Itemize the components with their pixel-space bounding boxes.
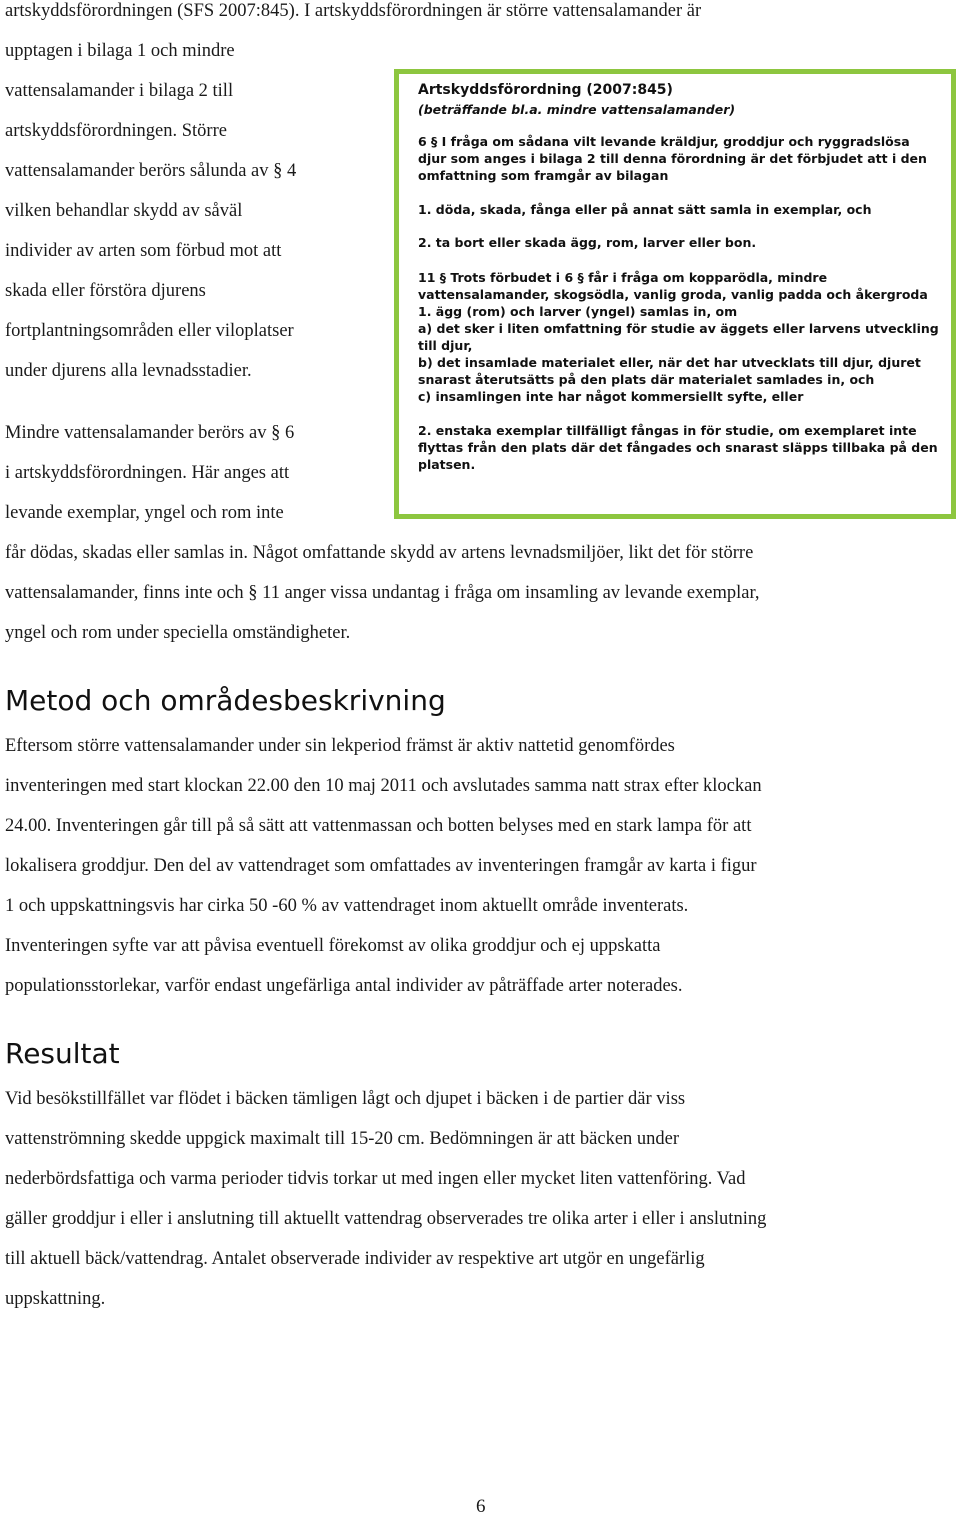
- body-line: Inventeringen syfte var att påvisa eventuell förekomst av olika groddjur och ej uppskatta: [5, 936, 661, 956]
- section-heading-resultat: Resultat: [5, 1037, 120, 1070]
- excerpt-line: b) det insamlade materialet eller, när det har utvecklats till djur, djuret: [418, 355, 921, 370]
- page-number: 6: [476, 1496, 486, 1517]
- excerpt-line: c) insamlingen inte har något kommersiellt syfte, eller: [418, 389, 804, 404]
- excerpt-line: flyttas från den plats där det fångades och snarast släpps tillbaka på den: [418, 440, 938, 455]
- excerpt-line: djur som anges i bilaga 2 till denna förordning är det förbjudet att i den: [418, 151, 927, 166]
- excerpt-line: omfattning som framgår av bilagan: [418, 168, 669, 183]
- body-line: artskyddsförordningen. Större: [5, 121, 227, 141]
- body-line: Vid besökstillfället var flödet i bäcken tämligen lågt och djupet i bäcken i de partier där viss: [5, 1089, 686, 1109]
- excerpt-line: platsen.: [418, 457, 476, 472]
- body-line: populationsstorlekar, varför endast ungefärliga antal individer av påträffade arter noterades.: [5, 976, 683, 996]
- body-line: vattensalamander, finns inte och § 11 anger vissa undantag i fråga om insamling av levande exemplar,: [5, 583, 760, 603]
- body-line: nederbördsfattiga och varma perioder tidvis torkar ut med ingen eller mycket liten vattenföring. Vad: [5, 1169, 746, 1189]
- body-line: i artskyddsförordningen. Här anges att: [5, 463, 290, 483]
- body-line: upptagen i bilaga 1 och mindre: [5, 41, 235, 61]
- body-line: vattensalamander i bilaga 2 till: [5, 81, 234, 101]
- body-line: fortplantningsområden eller viloplatser: [5, 321, 294, 341]
- body-line: uppskattning.: [5, 1289, 106, 1309]
- excerpt-line: a) det sker i liten omfattning för studie av äggets eller larvens utveckling: [418, 321, 939, 336]
- body-line: yngel och rom under speciella omständigheter.: [5, 623, 351, 643]
- body-line: inventeringen med start klockan 22.00 den 10 maj 2011 och avslutades samma natt strax efter klockan: [5, 776, 762, 796]
- ordinance-excerpt-figure: [394, 69, 956, 519]
- body-line: lokalisera groddjur. Den del av vattendraget som omfattades av inventeringen framgår av karta i figur: [5, 856, 757, 876]
- body-line: vattenströmning skedde uppgick maximalt till 15-20 cm. Bedömningen är att bäcken under: [5, 1129, 680, 1149]
- body-line: gäller groddjur i eller i anslutning till aktuellt vattendrag observerades tre olika arter i eller i anslutning: [5, 1209, 767, 1229]
- excerpt-line: 1. döda, skada, fånga eller på annat sätt samla in exemplar, och: [418, 202, 872, 217]
- body-line: vilken behandlar skydd av såväl: [5, 201, 243, 221]
- section-heading-metod: Metod och områdesbeskrivning: [5, 684, 446, 717]
- excerpt-line: vattensalamander, skogsödla, vanlig groda, vanlig padda och åkergroda: [418, 287, 928, 302]
- excerpt-line: 2. enstaka exemplar tillfälligt fångas in för studie, om exemplaret inte: [418, 423, 917, 438]
- body-line: individer av arten som förbud mot att: [5, 241, 282, 261]
- body-line: skada eller förstöra djurens: [5, 281, 206, 301]
- excerpt-line: snarast återutsätts på den plats där materialet samlades in, och: [418, 372, 875, 387]
- body-line: under djurens alla levnadsstadier.: [5, 361, 252, 381]
- body-line: får dödas, skadas eller samlas in. Något omfattande skydd av artens levnadsmiljöer, likt det för större: [5, 543, 754, 563]
- body-line: 24.00. Inventeringen går till på så sätt att vattenmassan och botten belyses med en stark lampa för att: [5, 816, 752, 836]
- body-line: till aktuell bäck/vattendrag. Antalet observerade individer av respektive art utgör en ungefärlig: [5, 1249, 705, 1269]
- body-line: vattensalamander berörs sålunda av § 4: [5, 161, 297, 181]
- body-line: 1 och uppskattningsvis har cirka 50 -60 % av vattendraget inom aktuellt område inventerats.: [5, 896, 689, 916]
- excerpt-line: 11 § Trots förbudet i 6 § får i fråga om kopparödla, mindre: [418, 270, 828, 285]
- excerpt-line: 2. ta bort eller skada ägg, rom, larver eller bon.: [418, 235, 757, 250]
- body-line: Eftersom större vattensalamander under sin lekperiod främst är aktiv nattetid genomfördes: [5, 736, 675, 756]
- excerpt-title: Artskyddsförordning (2007:845): [418, 82, 673, 98]
- body-line: levande exemplar, yngel och rom inte: [5, 503, 284, 523]
- body-line: Mindre vattensalamander berörs av § 6: [5, 423, 295, 443]
- excerpt-line: 1. ägg (rom) och larver (yngel) samlas in, om: [418, 304, 738, 319]
- excerpt-line: till djur,: [418, 338, 473, 353]
- excerpt-line: 6 § I fråga om sådana vilt levande kräldjur, groddjur och ryggradslösa: [418, 134, 910, 149]
- excerpt-subtitle: (beträffande bl.a. mindre vattensalamander): [418, 102, 736, 117]
- body-line: artskyddsförordningen (SFS 2007:845). I artskyddsförordningen är större vattensalamander är: [5, 1, 702, 21]
